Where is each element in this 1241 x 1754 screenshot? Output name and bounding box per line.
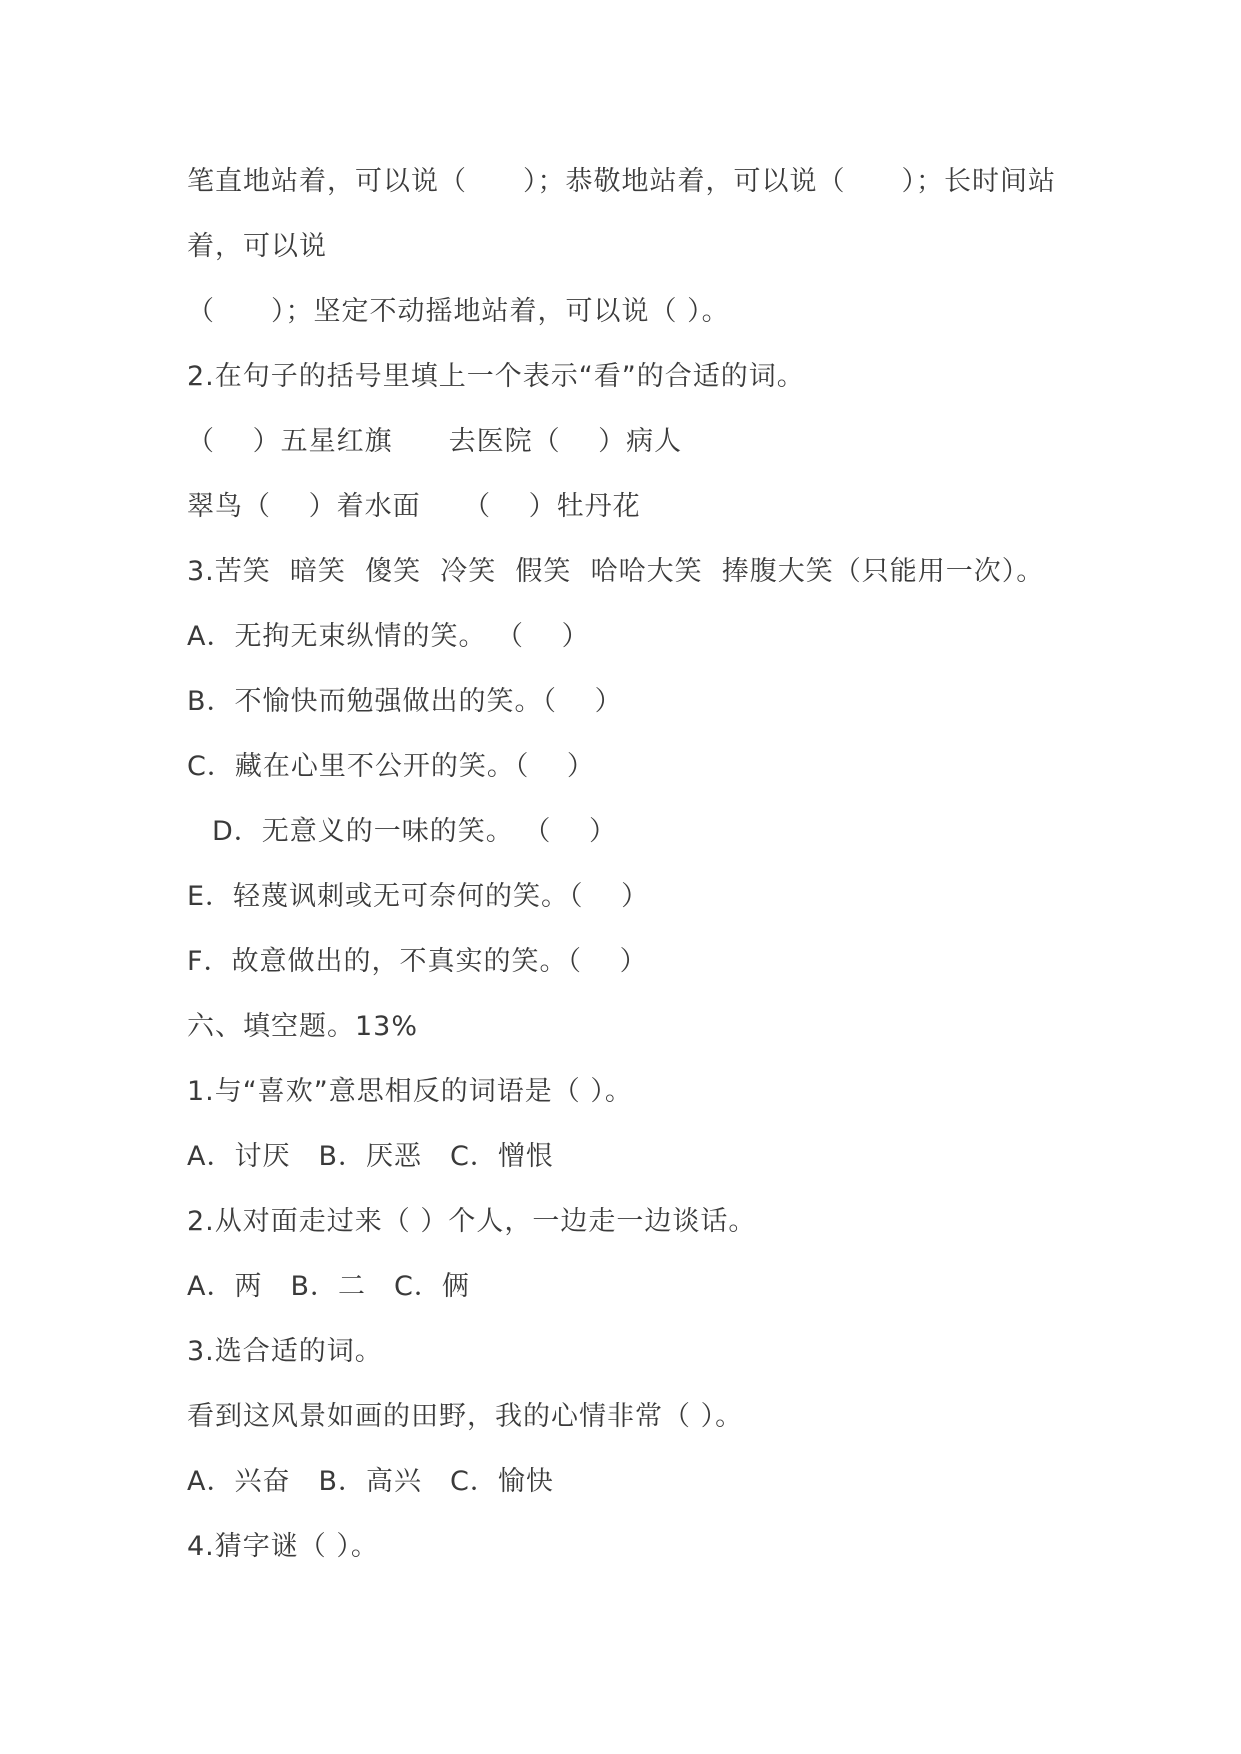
question-heading: 3.苦笑 暗笑 傻笑 冷笑 假笑 哈哈大笑 捧腹大笑（只能用一次）。 xyxy=(187,556,1045,587)
option-line: A．无拘无束纵情的笑。 （ ） xyxy=(187,621,590,652)
option-line: B．不愉快而勉强做出的笑。（ ） xyxy=(187,686,623,717)
option-line: D．无意义的一味的笑。 （ ） xyxy=(212,816,617,847)
section-heading: 六、填空题。13% xyxy=(187,1011,419,1042)
question-heading: 4.猜字谜（ ）。 xyxy=(187,1531,379,1562)
question-heading: 2.在句子的括号里填上一个表示“看”的合适的词。 xyxy=(187,361,805,392)
option-line: A．两 B．二 C．俩 xyxy=(187,1271,470,1302)
text-line: 着，可以说 xyxy=(187,231,327,262)
option-line: C．藏在心里不公开的笑。（ ） xyxy=(187,751,595,782)
option-line: E．轻蔑讽刺或无可奈何的笑。（ ） xyxy=(187,881,650,912)
option-line: F．故意做出的，不真实的笑。（ ） xyxy=(187,946,648,977)
question-heading: 2.从对面走过来（ ）个人，一边走一边谈话。 xyxy=(187,1206,757,1237)
option-line: A．讨厌 B．厌恶 C．憎恨 xyxy=(187,1141,554,1172)
option-line: A．兴奋 B．高兴 C．愉快 xyxy=(187,1466,554,1497)
text-line: （ ）；坚定不动摇地站着，可以说（ ）。 xyxy=(187,296,730,327)
question-heading: 3.选合适的词。 xyxy=(187,1336,383,1367)
text-line: 翠鸟（ ）着水面 （ ）牡丹花 xyxy=(187,491,641,522)
text-line: （ ）五星红旗 去医院（ ）病人 xyxy=(187,426,683,457)
text-line: 笔直地站着，可以说（ ）；恭敬地站着，可以说（ ）；长时间站 xyxy=(187,166,1056,197)
text-line: 看到这风景如画的田野，我的心情非常（ ）。 xyxy=(187,1401,744,1432)
question-heading: 1.与“喜欢”意思相反的词语是（ ）。 xyxy=(187,1076,633,1107)
